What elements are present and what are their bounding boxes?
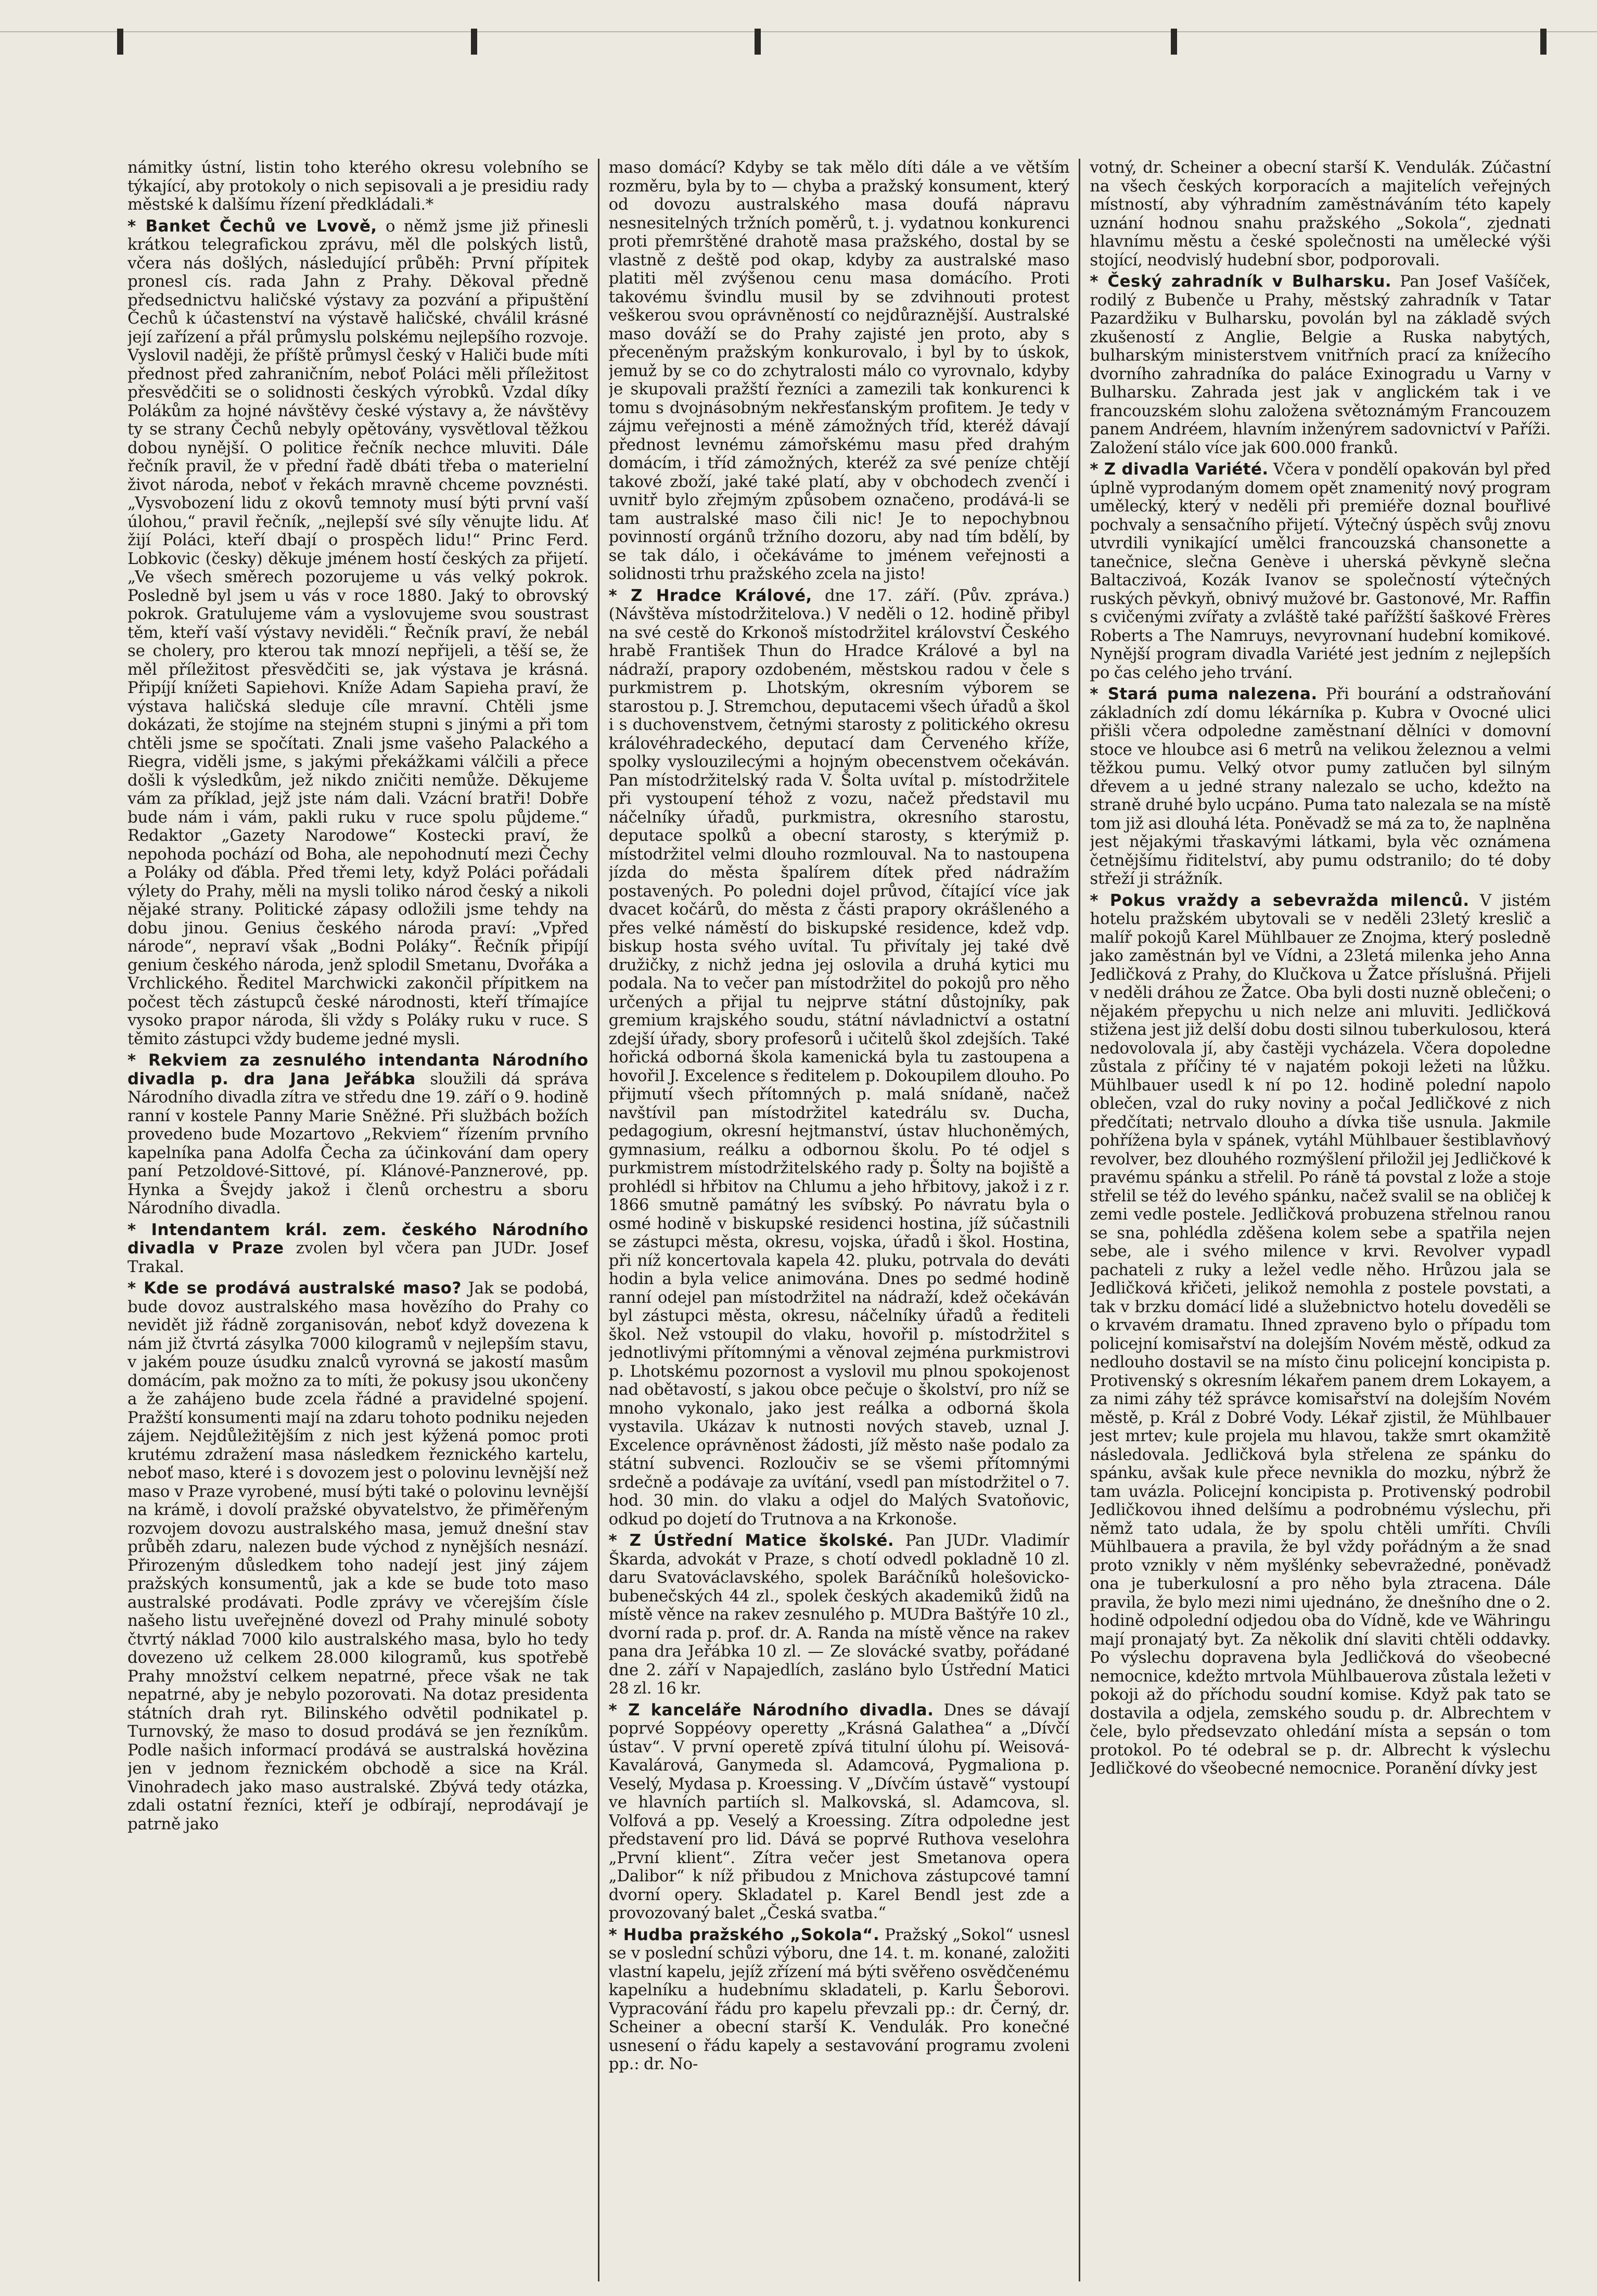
article-heading: * Kde se prodává australské maso? (127, 1279, 462, 1298)
column-1 (127, 159, 589, 2281)
article-text: maso domácí? Kdyby se tak mělo díti dále a ve větším rozměru, byla by to — chyba a pražský konsument, který od dovozu australského masa doufá nápravu nesnesitelných tržních poměrů, t. j. vydatnou konkurenci proti přemrštěné drahotě masa pražského, dostal by se vlastně z deště pod okap, kdyby za australské maso platiti měl zvýšenou cenu masa domácího. Proti takovému švindlu musil by se zdvihnouti protest veškerou svou oprávněností co nejdůraznější. Australské maso dováží se do Prahy zajisté jen proto, aby s přeceněným pražským konkurovalo, i byl by to úskok, jemuž by se co do zchytralosti málo co vyrovnalo, kdyby je skupovali pražští řezníci a zamezili tak konkurenci k tomu s dvojnásobným nekřesťanským profitem. Je tedy v zájmu veřejnosti a méně zámožných tříd, kteréž dávají přednost levnému zámořskému masu před drahým domácím, i tříd zámožných, kteréž za své peníze chtějí takové zboží, jaké také platí, aby v obchodech zvenčí i uvnitř bylo zřejmým způsobem označeno, prodává-li se tam australské maso čili nic! Je to nepochybnou povinností orgánů tržního dozoru, aby nad tím bdělí, by se tak dálo, i očekáváme to jménem veřejnosti a solidnosti trhu pražského zcela na jisto! (608, 159, 1070, 583)
article-paragraph (127, 1279, 589, 1833)
article-paragraph (127, 159, 589, 214)
article-paragraph (609, 159, 1070, 584)
article-text: Pan Josef Vašíček, rodilý z Bubenče u Prahy, městský zahradník v Tatar Pazardžiku v Bulharsku, povolán byl na základě svých zkušeností z Anglie, Belgie a Ruska nabytých, bulharským ministerstvem vnitřních prací za knížecího dvorního zahradníka do paláce Exinogradu u Varny v Bulharsku. Zahrada jest jak v anglickém tak i ve francouzském slohu založena světoznámým Francouzem panem Andréem, hlavním inženýrem sadovnictví v Paříži. Založení stálo více jak 600.000 franků. (1090, 272, 1551, 457)
article-text: dne 17. září. (Pův. zpráva.) (Návštěva místodržitelova.) V neděli o 12. hodině přibyl na své cestě do Krkonoš místodržitel království Českého hrabě František Thun do Hradce Králové a byl na nádraží, prapory ozdobeném, městskou radou v čele s purkmistrem p. Lhotským, okresním výborem se starostou p. J. Stremchou, deputacemi všech úřadů a škol i s duchovenstvem, četnými starosty z politického okresu královéhradeckého, deputací dam Červeného kříže, spolky vyslouzilecými a hojným obecenstvem očekáván. Pan místodržitelský rada V. Šolta uvítal p. místodržitele při vystoupení téhož z vozu, načež představil mu náčelníky úřadů, purkmistra, okresního starostu, deputace spolků a obecní starosty, s kterýmiž p. místodržitel velmi dlouho rozmlouval. Na to nastoupena jízda do města špalírem dítek před nádražím postavených. Po poledni dojel průvod, čítající více jak dvacet kočárů, do města z části prapory okrášleného a přes velké náměstí do biskupské residence, kdež vdp. biskup hosta svého uvítal. Tu přivítaly jej také dvě družičky, z nichž jedna jej oslovila a druhá kytici mu podala. Na to večer pan místodržitel do pokojů pro něho určených a přijal tu nejprve státní důstojníky, pak gremium krajského soudu, státní návladnictví a ostatní zdejší úřady, sbory profesorů i učitelů škol zdejších. Také hořická odborná škola kamenická byla tu zastoupena a hovořil J. Excelence s ředitelem p. Dokoupilem dlouho. Po přijmutí všech přítomných p. malá snídaně, načež navštívil pan místodržitel katedrálu sv. Ducha, pedagogium, okresní hejtmanství, ústav hluchoněmých, gymnasium, reálku a odbornou školu. Po té odjel s purkmistrem místodržitelského rady p. Šolty na bojiště a prohlédl si hřbitov na Chlumu a jeho hřbitovy, jakož i z r. 1866 smutně památný les svíbský. Po návratu byla o osmé hodině v biskupské residenci hostina, jíž súčastnili se zástupci města, okresu, vojska, úřadů i škol. Hostina, při níž koncertovala kapela 42. pluku, potrvala do deváti hodin a byla velice animována. Dnes po sedmé hodině ranní odejel pan místodržitel na nádraží, kdež očekáván byl zástupci města, okresu, náčelníky úřadů a řediteli škol. Než vstoupil do vlaku, hovořil p. místodržitel s jednotlivými přítomnými a věnoval zejména purkmistrovi p. Lhotskému pozornost a vyslovil mu plnou spokojenost nad obětavostí, s jakou obce pečuje o školství, pro níž se mnoho vykonalo, jako jest reálka a odborná škola vystavila. Ukázav k nutnosti nových staveb, uznal J. Excelence oprávněnost žádosti, jíž město naše podalo za státní subvenci. Rozloučiv se se všemi přítomnými srdečně a podávaje za uvítání, vsedl pan místodržitel o 7. hod. 30 min. do vlaku a odjel do Malých Svatoňovic, odkud po dojetí do Trutnova a na Krkonoše. (608, 586, 1070, 1529)
article-paragraph (609, 587, 1070, 1529)
article-heading: * Banket Čechů ve Lvově, (127, 216, 377, 236)
article-text: Dnes se dávají poprvé Soppéovy operetty „Krásná Galathea“ a „Dívčí ústav“. V první operetě zpívá titulní úlohu pí. Weisová-Kavalárová, Ganymeda sl. Adamcová, Pygmaliona p. Veselý, Mydasa p. Kroessing. V „Dívčím ústavě“ vystoupí ve hlavních partiích sl. Malkovská, sl. Adamcova, sl. Volfová a pp. Veselý a Kroessing. Zítra odpoledne jest představení pro lid. Dává se poprvé Ruthova veselohra „První klient“. Zítra večer jest Smetanova opera „Dalibor“ k níž přibudou z Mnichova zástupcové tamní dvorní opery. Skladatel p. Karel Bendl jest zde a provozovaný balet „Česká svatba.“ (608, 1700, 1070, 1922)
edge-mark (471, 29, 477, 55)
article-paragraph (127, 1221, 589, 1277)
page-top-edge (0, 0, 1597, 32)
article-text: o němž jsme již přinesli krátkou telegrafickou zprávu, měl dle polských listů, včera nás došlých, následující průběh: První přípitek pronesl cís. rada Jahn z Prahy. Děkoval předně předsednictvu haličské výstavy za pozvání a připuštění Čechů k účastenství na výstavě haličské, chválil krásné její zařízení a přál průmyslu polskému nejlepšího rozvoje. Vyslovil naději, že příště průmysl český v Haliči bude míti přednost před zahraničním, neboť Poláci měli příležitost přesvědčiti se o solidnosti českých výrobků. Vzdal díky Polákům za hojné návštěvy české výstavy a, že návštěvy ty se strany Čechů nebyly opětovány, vysvětloval těžkou dobou nynější. O politice řečník nechce mluviti. Dále řečník pravil, že v přední řadě dbáti třeba o materielní život národa, neboť v řekách mravně chceme povznésti. „Vysvobození lidu z okovů temnoty musí býti první vaší úlohou,“ pravil řečník, „nejlepší své síly věnujte lidu. Ať žijí Poláci, kteří dbají o prospěch lidu!“ Princ Ferd. Lobkovic (česky) děkuje jménem hostí českých za přijetí. „Ve všech směrech pozorujeme u vás velký pokrok. Posledně byl jsem u vás v roce 1880. Jaký to obrovský pokrok. Gratulujeme vám a vyslovujeme svou soustrast těm, kteří vaší výstavy neviděli.“ Řečník praví, že nebál se cholery, pro kterou tak mnozí nepřijeli, a těší se, že měl příležitost přesvědčiti se, jak výstava je krásná. Připíjí knížeti Sapiehovi. Kníže Adam Sapieha praví, že výstava haličská sleduje cíle mravní. Chtěli jsme dokázati, že stojíme na stejném stupni s jinými a při tom chtěli jsme se spočítati. Znali jsme vašeho Palackého a Riegra, viděli jsme, s jakými překážkami válčili a přece došli k výsledkům, jež nikdo zničiti nemůže. Děkujeme vám za příklad, jejž jste nám dali. Vzácní bratři! Dobře bude nám i vám, pakli ruku v ruce spolu půjdeme.“ Redaktor „Gazety Narodowe“ Kostecki praví, že nepohoda pochází od Boha, ale nepohodnutí mezi Čechy a Poláky od ďábla. Před třemi lety, když Poláci pořádali výlety do Prahy, měli na mysli toliko národ český a nikoli nějaké strany. Politické zápasy odložili jsme tehdy na dobu jinou. Genius českého národa praví: „Vpřed národe“, nepraví však „Bodni Poláky“. Řečník připíjí genium českého národa, jenž splodil Smetanu, Dvořáka a Vrchlického. Ředitel Marchwicki zakončil přípitkem na počest těch zástupců české národnosti, kteří třímajíce vysoko prapor národa, šli vždy s Poláky ruku v ruce. S těmito zástupci vždy budeme jedné mysli. (127, 216, 589, 1048)
article-paragraph (609, 1701, 1070, 1923)
article-text: votný, dr. Scheiner a obecní starší K. Vendulák. Zúčastní na všech českých korporacích a majitelích veřejných místností, aby výhradním zaměstnáváním této kapely uznání hodnou snahu pražského „Sokola“, zjednati hlavnímu městu a české společnosti na umělecké výši stojící, neodvislý hudební sbor, podporovali. (1090, 159, 1551, 270)
article-heading: * Z kanceláře Národního divadla. (608, 1700, 934, 1720)
article-text: Pražský „Sokol“ usnesl se v poslední schůzi výboru, dne 14. t. m. konané, založiti vlastní kapelu, jejíž zřízení má býti svěřeno osvědčenému kapelníku a hudebnímu skladateli, p. Karlu Šeborovi. Vypracování řádu pro kapelu převzali pp.: dr. Černý, dr. Scheiner a obecní starší K. Vendulák. Pro konečné usnesení o řádu kapely a sestavování programu zvoleni pp.: dr. No- (608, 1925, 1070, 2073)
column-3 (1090, 159, 1551, 2281)
edge-mark (1540, 29, 1547, 55)
article-heading: * Pokus vraždy a sebevražda milenců. (1090, 891, 1470, 910)
edge-mark (1171, 29, 1177, 55)
article-heading: * Z Hradce Králové, (608, 586, 812, 605)
edge-mark (117, 29, 123, 55)
article-paragraph (127, 1051, 589, 1218)
article-paragraph (1090, 892, 1551, 1778)
article-text: Včera v pondělí opakován byl před úplně vyprodaným domem opět znamenitý nový program umělecký, který v neděli při premiéře doznal bouřlivé pochvaly a sensačního přijetí. Výtečný úspěch svůj znovu utvrdili vynikající umělci francouzská chansonette a tanečnice, slečna Genève i uherská pěvkyně slečna Baltaczivoá, Kozák Ivanov se společností výtečných ruských pěvkyň, obnivý mužové br. Gastonové, Mr. Raffin s cvičenými zvířaty a zvláště také pařížští šaškové Frères Roberts a The Namruys, nevyrovnaní hudební komikové. Nynější program divadla Variété jest jedním z nejlepších po čas celého jeho trvání. (1090, 460, 1551, 682)
article-heading: * Z Ústřední Matice školské. (608, 1531, 895, 1550)
article-text: Jak se podobá, bude dovoz australského masa hovězího do Prahy co nevidět již řádně zorganisován, neboť když dovezena k nám již čtvrtá zásylka 7000 kilogramů v nejlepším stavu, v jakém pouze úsudku znalců vyrovná se jakostí masům domácím, pak možno za to míti, že pokusy jsou ukončeny a že zahájeno bude zcela řádné a pravidelné spojení. Pražští konsumenti mají na zdaru tohoto podniku nejeden zájem. Nejdůležitějším z nich jest kýžená pomoc proti krutému zdražení masa následkem řeznického kartelu, neboť maso, které i s dovozem jest o polovinu levnější než maso v Praze vyrobené, musí býti také o polovinu levnější na krámě, i dovolí pražské obyvatelstvo, že přiměřeným rozvojem dovozu australského masa, jemuž dnešní stav průběh zdaru, nalezen bude východ z nynějších nesnází. Přirozeným důsledkem toho nadejí jest jiný zájem pražských konsumentů, jak a kde se bude toto maso australské prodávati. Podle zprávy ve včerejším čísle našeho listu uveřejněné dovezl od Prahy minulé soboty čtvrtý náklad 7000 kilo australského masa, bylo ho tedy dovezeno už celkem 28.000 kilogramů, kus spotřebě Prahy množství celkem nepatrné, přece však ne tak nepatrné, aby je nebylo pozorovati. Na dotaz presidenta státních drah ryt. Bilinského odvětil podnikatel p. Turnovský, že maso to dosud prodává se jen řezníkům. Podle našich informací prodává se australská hovězina jen v jednom řeznickém obchodě a sice na Král. Vinohradech jako maso australské. Zbývá tedy otázka, zdali ostatní řezníci, kteří je odbírají, neprodávají je patrně jako (127, 1279, 589, 1833)
article-text: Při bourání a odstraňování základních zdí domu lékárníka p. Kubra v Ovocné ulici přišli včera odpoledne zaměstnaní dělníci v domovní stoce ve hloubce asi 6 metrů na velikou železnou a velmi těžkou pumu. Velký otvor pumy zatlučen byl silným dřevem a u jedné strany nalezalo se ucho, kdežto na straně druhé bylo ucpáno. Puma tato nalezala se na místě tom již asi dlouhá léta. Poněvadž se má za to, že naplněna jest nějakými třaskavými látkami, byla věc oznámena četnějšímu řiditelství, aby pumu odstranilo; do té doby střeží ji strážník. (1090, 685, 1551, 888)
article-paragraph (609, 1926, 1070, 2074)
text-columns (127, 159, 1551, 2281)
edge-mark (755, 29, 761, 55)
article-paragraph (609, 1532, 1070, 1698)
article-heading: * Český zahradník v Bulharsku. (1090, 272, 1392, 291)
article-heading: * Hudba pražského „Sokola“. (608, 1925, 880, 1944)
article-text: V jistém hotelu pražském ubytovali se v neděli 23letý kreslič a malíř pokojů Karel Mühlbauer ze Znojma, který posledně jako zaměstnán byl ve Vídni, a 23letá milenka jeho Anna Jedličková z Prahy, do Klučkova u Žatce příslušná. Přijeli v neděli dráhou ze Žatce. Oba byli dosti nuzně oblečeni; o nějakém přepychu u nich nelze ani mluviti. Jedličková stižena jest již delší dobu dosti silnou tuberkulosou, která nedovolovala jí, aby častěji vycházela. Včera dopoledne zůstala z příčiny té v najatém pokoji ležeti na lůžku. Mühlbauer usedl k ní po 12. hodině polední napolo oblečen, vzal do ruky noviny a počal Jedličkové z nich předčítati; netrvalo dlouho a dívka tiše usnula. Jakmile pohřížena byla v spánek, vytáhl Mühlbauer šestiblavňový revolver, bez dlouhého rozmýšlení přiložil jej Jedličkové k pravému spánku a střelil. Po ráně tá povstal z lože a stoje střelil se též do levého spánku, načež svalil se na obličej k zemi vedle postele. Jedličková probuzena střelnou ranou se sna, pohlédla zděšena kolem sebe a spatřila nejen sebe, ale i svého milence v krvi. Revolver vypadl pachateli z ruky a ležel vedle něho. Hrůzou jala se Jedličková křičeti, jelikož nemohla z postele povstati, a tak v brzku domácí lidé a služebnictvo hotelu doveděli se o krvavém dramatu. Ihned zpraveno bylo o případu tom policejní komisařství na dolejším Novém městě, odkud za nedlouho dostavil se na místo činu policejní koncipista p. Protivenský s okresním lékařem panem drem Lokayem, a za nimi záhy též správce komisařství na dolejším Novém městě, p. Král z Dobré Vody. Lékař zjistil, že Mühlbauer jest mrtev; kule projela mu hlavou, takže smrt okamžitě následovala. Jedličková byla střelena ze spánku do spánku, avšak kule přece nevnikla do mozku, nýbrž že tam uvázla. Policejní koncipista p. Protivenský podrobil Jedličkovou ihned delšímu a podrobnému výslechu, při němž tato udala, že by spolu chtěli umříti. Chvíli Mühlbauera a pravila, že byl vždy pořádným a že snad proto vznikly v něm myšlénky sebevražedné, poněvadž ona je tuberkulosní a pro něho byla ztracena. Dále pravila, že bylo mezi nimi ujednáno, že dnešního dne o 2. hodině odpolední odjedou oba do Vídně, kde ve Währingu mají pronajatý byt. Za několik dní slaviti chtěli oddavky. Po výslechu dopravena byla Jedličková do všeobecné nemocnice, kdežto mrtvola Mühlbauerova zůstala ležeti v pokoji až do příchodu soudní komise. Když pak tato se dostavila a odjela, zemského soudu p. dr. Albrechtem v čele, bylo předsevzato ohledání místa a sepsán o tom protokol. Po té odebral se p. dr. Albrecht k výslechu Jedličkové do všeobecné nemocnice. Poranění dívky jest (1090, 891, 1551, 1778)
article-heading: * Stará puma nalezena. (1090, 685, 1318, 703)
article-paragraph (127, 217, 589, 1049)
article-paragraph (1090, 685, 1551, 889)
column-divider (1079, 159, 1080, 2281)
article-text: Pan JUDr. Vladimír Škarda, advokát v Praze, s chotí odvedl pokladně 10 zl. daru Svatováclavského, spolek Baráčníků holešovicko-bubenečských 44 zl., spolek českých akademiků židů na místě věnce na rakev zesnulého p. MUDra Baštýře 10 zl., dvorní rada p. prof. dr. A. Randa na místě věnce na rakev pana dra Jeřábka 10 zl. — Ze slovácké svatby, pořádané dne 2. září v Napajedlích, zasláno bylo Ústřední Matici 28 zl. 16 kr. (608, 1531, 1070, 1698)
article-text: zvolen byl včera pan JUDr. Josef Trakal. (127, 1239, 589, 1276)
article-paragraph (1090, 460, 1551, 682)
article-heading: * Rekviem za zesnulého intendanta Národního divadla p. dra Jana Jeřábka (127, 1051, 589, 1088)
article-paragraph (1090, 273, 1551, 457)
article-heading: * Z divadla Variété. (1090, 460, 1269, 479)
article-text: námitky ústní, listin toho kterého okresu volebního se týkající, aby protokoly o nich sepisovali a je presidiu rady městské k dalšímu řízení předkládali.* (127, 159, 589, 214)
article-text: sloužili dá správa Národního divadla zítra ve středu dne 19. září o 9. hodině ranní v kostele Panny Marie Sněžné. Při službách božích provedeno bude Mozartovo „Rekviem“ řízením prvního kapelníka pana Adolfa Čecha za účinkování dam opery paní Petzoldové-Sittové, pí. Klánové-Panznerové, pp. Hynka a Švejdy jakož i členů orchestru a sboru Národního divadla. (127, 1069, 589, 1217)
column-2 (609, 159, 1070, 2281)
column-divider (598, 159, 599, 2281)
article-heading: * Intendantem král. zem. českého Národního divadla v Praze (127, 1220, 589, 1258)
article-paragraph (1090, 159, 1551, 270)
